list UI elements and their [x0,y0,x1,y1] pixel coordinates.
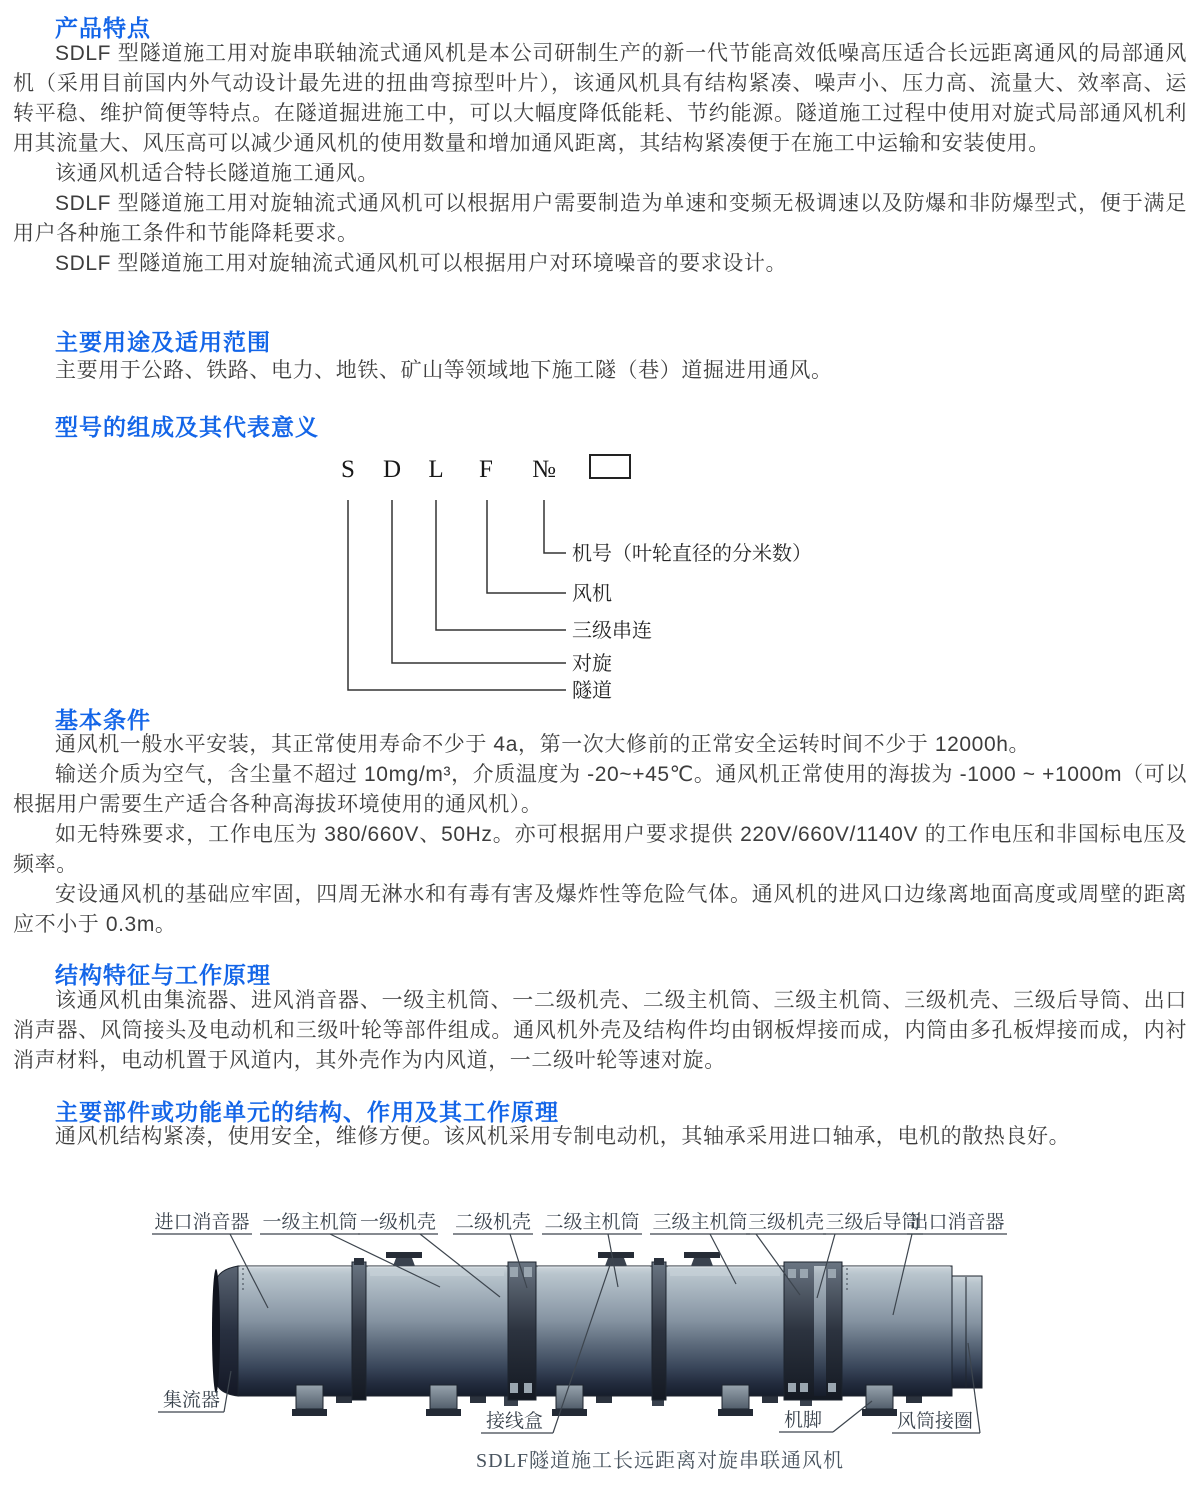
bell-mouth-opening [212,1269,220,1393]
paragraph: 该通风机适合特长隧道施工通风。 [55,162,379,185]
fan-sections [238,1258,982,1400]
model-letter-l: L [428,456,444,483]
stage3-collar [670,1267,780,1276]
paragraph: SDLF 型隧道施工用对旋串联轴流式通风机是本公司研制生产的新一代节能高效低噪高压适合长远距离通风的局部通风机（采用目前国内外气动设计最先进的扭曲弯掠型叶片），该通风机具有结构紧凑、噪声小、压力高、流量大、效率高、运转平稳、维护简便等特点。在隧道掘进施工中，可以大幅度降低能耗、节约能源。隧道施工过程中使用对旋式局部通风机利用其流量大、风压高可以减少通风机的使用数量和增加通风距离，其结构紧凑便于在施工中运输和安装使用。 [13,42,1187,155]
paragraph: 输送介质为空气，含尘量不超过 10mg/m³，介质温度为 -20~+45℃。通风机正常使用的海拔为 -1000 ~ +1000m（可以根据用户需要生产适合各种高海拔环境使用的通风机）。 [13,763,1187,816]
fan-diagram-caption: SDLF隧道施工长远距离对旋串联通风机 [476,1450,844,1472]
label-stage3-main-barrel: 三级主机筒 [652,1212,748,1233]
label-stage3-rear-guide: 三级后导筒 [825,1212,921,1233]
paragraph: SDLF 型隧道施工用对旋轴流式通风机可以根据用户对环境噪音的要求设计。 [55,252,788,275]
label-stage1-main-barrel: 一级主机筒 [262,1212,358,1233]
label-duct-ring: 风筒接圈 [897,1411,974,1432]
model-designation-diagram [0,440,1200,705]
label-stage2-casing: 二级机壳 [454,1212,532,1233]
section-heading-conditions: 基本条件 [55,707,151,733]
features-paragraphs [13,39,1187,279]
model-label-three-stage-series: 三级串连 [572,620,652,642]
flange-3 [652,1262,666,1400]
paragraph: 主要用于公路、铁路、电力、地铁、矿山等领域地下施工隧（巷）道掘进用通风。 [55,359,833,382]
section-heading-model: 型号的组成及其代表意义 [55,414,319,440]
model-number-box [590,455,630,478]
model-label-fan-number: 机号（叶轮直径的分米数） [572,543,812,565]
flange-2-cluster [508,1262,536,1400]
model-letter-no: № [532,456,556,483]
model-line-s [348,500,566,690]
model-label-contra-rotating: 对旋 [572,653,612,675]
label-stage2-main-barrel: 二级主机筒 [544,1212,640,1233]
label-stage3-casing: 三级机壳 [747,1212,825,1233]
paragraph: 该通风机由集流器、进风消音器、一级主机筒、一二级机壳、二级主机筒、三级主机筒、三级机壳、三级后导筒、出口消声器、风筒接头及电动机和三级叶轮等部件组成。通风机外壳及结构件均由钢板焊接而成，内筒由多孔板焊接而成，内衬消声材料，电动机置于风道内，其外壳作为内风道，一二级叶轮等速对旋。 [13,989,1187,1072]
model-label-fan: 风机 [572,583,612,605]
label-inlet-silencer: 进口消音器 [154,1212,250,1233]
model-line-f [487,500,566,593]
section-heading-features: 产品特点 [55,15,151,41]
label-collector: 集流器 [163,1390,221,1411]
section-heading-usage: 主要用途及适用范围 [55,329,271,355]
label-outlet-silencer: 出口消音器 [909,1212,1005,1233]
flange-4-cluster [784,1262,842,1400]
label-foot: 机脚 [784,1410,823,1431]
model-letter-s: S [341,456,355,483]
usage-paragraphs [13,356,1187,386]
model-letter-d: D [382,456,402,483]
stage1-collar [370,1267,504,1276]
label-stage1-casing: 一级机壳 [359,1212,437,1233]
stage2-casing-section [536,1266,652,1396]
model-line-no [544,500,566,553]
fan-assembly-diagram [0,1195,1200,1510]
paragraph: 安设通风机的基础应牢固，四周无淋水和有毒有害及爆炸性等危险气体。通风机的进风口边缘离地面高度或周壁的距离应不小于 0.3m。 [13,883,1187,936]
model-line-l [436,500,566,630]
model-label-tunnel: 隧道 [572,680,612,702]
structure-paragraphs [13,986,1187,1076]
model-letter-f: F [479,456,493,483]
conditions-paragraphs [13,730,1187,940]
outlet-silencer-section [842,1266,952,1396]
inlet-silencer-section [238,1266,352,1396]
model-line-d [392,500,566,663]
paragraph: 通风机一般水平安装，其正常使用寿命不少于 4a，第一次大修前的正常安全运转时间不少于 12000h。 [55,733,1031,756]
section-heading-components: 主要部件或功能单元的结构、作用及其工作原理 [55,1099,559,1125]
junction-boxes [386,1252,720,1266]
paragraph: 如无特殊要求，工作电压为 380/660V、50Hz。亦可根据用户要求提供 220V/660V/1140V 的工作电压和非国标电压及频率。 [13,823,1187,876]
duct-connection-ring [952,1276,982,1388]
flange-1 [352,1262,366,1400]
section-heading-structure: 结构特征与工作原理 [55,962,271,988]
components-paragraphs [13,1122,1187,1152]
paragraph: 通风机结构紧凑，使用安全，维修方便。该风机采用专制电动机，其轴承采用进口轴承，电机的散热良好。 [55,1125,1071,1148]
stage3-casing-section [666,1266,784,1396]
paragraph: SDLF 型隧道施工用对旋轴流式通风机可以根据用户需要制造为单速和变频无极调速以及防爆和非防爆型式，便于满足用户各种施工条件和节能降耗要求。 [13,192,1187,245]
label-junction-box: 接线盒 [486,1411,544,1432]
